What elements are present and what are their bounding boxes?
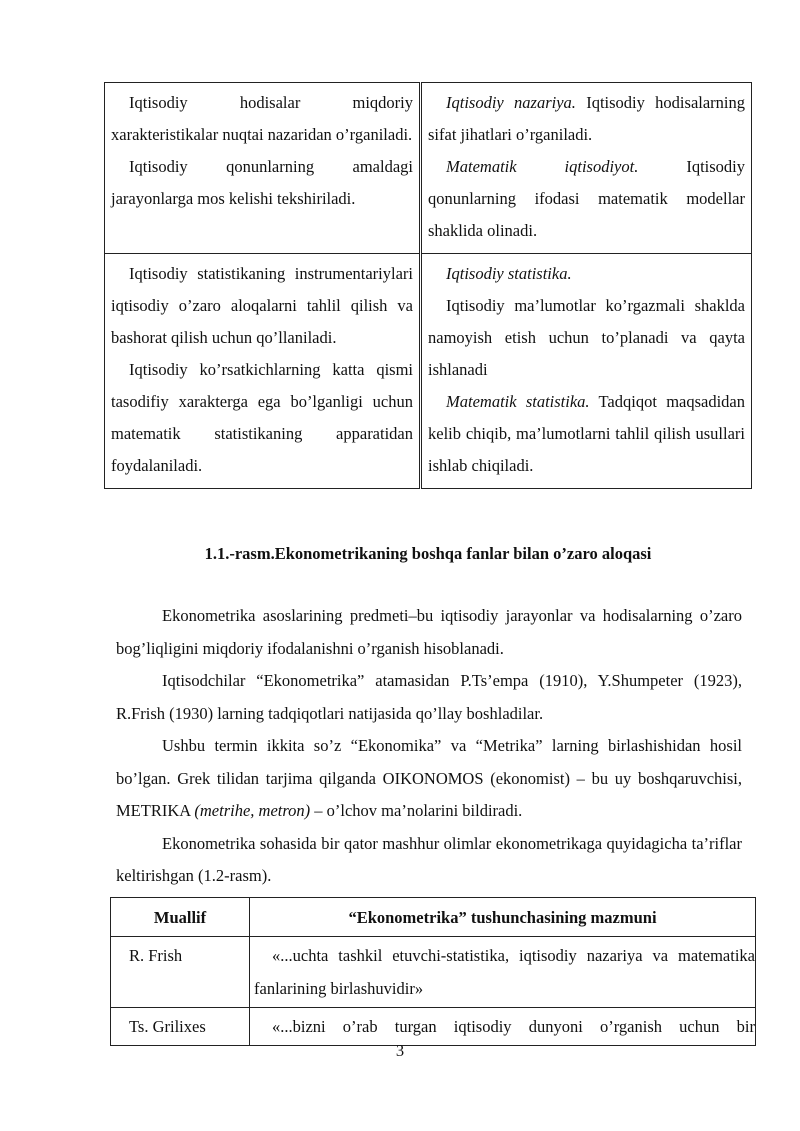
paragraph-text: – o’lchov ma’nolarini bildiradi. (310, 801, 523, 820)
table-row (105, 83, 752, 254)
column-header-author: Muallif (111, 898, 250, 937)
italic-term: Matematik iqtisodiyot. (446, 157, 639, 176)
table-cell (421, 254, 752, 489)
cell-paragraph (428, 87, 745, 151)
disciplines-relation-table (104, 82, 752, 489)
paragraph-text: Ushbu termin ikkita so’z “Ekonomika” va “Metrika” larning birlashishidan hosil bo’lgan. Grek tilidan tarjima qilganda OIKONOMOS (ekonomist) – bu uy boshqaruvchisi, METRIKA (116, 736, 742, 820)
table-row (111, 937, 756, 1008)
body-text (116, 600, 742, 893)
italic-term: Matematik statistika. (446, 392, 590, 411)
cell-paragraph (428, 258, 745, 290)
content-cell (250, 937, 756, 1008)
cell-paragraph (428, 386, 745, 482)
paragraph: Iqtisodchilar “Ekonometrika” atamasidan P.Ts’empa (1910), Y.Shumpeter (1923), R.Frish (1930) larning tadqiqotlari natijasida qo’llay boshladilar. (116, 671, 742, 723)
content-cell (250, 1008, 756, 1046)
italic-term: (metrihe, metron) (194, 801, 311, 820)
table-header-row (111, 898, 756, 937)
cell-paragraph: Iqtisodiy ko’rsatkichlarning katta qismi tasodifiy xarakterga ega bo’lganligi uchun matematik statistikaning apparatidan foydalaniladi. (111, 360, 413, 475)
table-row (105, 254, 752, 489)
paragraph: Ekonometrika asoslarining predmeti–bu iqtisodiy jarayonlar va hodisalarning o’zaro bog’liqligini miqdoriy ifodalanishni o’rganish hisoblanadi. (116, 606, 742, 658)
author-cell: Ts. Grilixes (111, 1008, 250, 1046)
paragraph: Ekonometrika sohasida bir qator mashhur olimlar ekonometrikaga quyidagicha ta’riflar keltirishgan (1.2-rasm). (116, 833, 742, 885)
cell-text: Iqtisodiy hodisalarning sifat jihatlari o’rganiladi. (428, 93, 745, 144)
cell-paragraph: Iqtisodiy hodisalar miqdoriy xarakteristikalar nuqtai nazaridan o’rganiladi. (111, 93, 413, 144)
table-cell (105, 254, 421, 489)
author-cell: R. Frish (111, 937, 250, 1008)
content-text: «...bizni o’rab turgan iqtisodiy dunyoni o’rganish uchun bir (272, 1017, 755, 1036)
cell-paragraph (428, 151, 745, 247)
column-header-content: “Ekonometrika” tushunchasining mazmuni (250, 898, 756, 937)
page-number: 3 (395, 1041, 405, 1060)
cell-text: Iqtisodiy qonunlarning ifodasi matematik modellar shaklida olinadi. (428, 157, 745, 240)
content-text: «...uchta tashkil etuvchi-statistika, iqtisodiy nazariya va matematika fanlarining birlashuvidir» (254, 946, 755, 998)
cell-paragraph: Iqtisodiy ma’lumotlar ko’rgazmali shaklda namoyish etish uchun to’planadi va qayta ishlanadi (428, 296, 745, 379)
definitions-table (110, 897, 756, 1046)
figure-caption: 1.1.-rasm.Ekonometrikaning boshqa fanlar bilan o’zaro aloqasi (204, 544, 652, 563)
italic-term: Iqtisodiy statistika. (446, 264, 572, 283)
italic-term: Iqtisodiy nazariya. (446, 93, 576, 112)
table-row (111, 1008, 756, 1046)
table-cell (105, 83, 421, 254)
paragraph (116, 730, 742, 828)
cell-paragraph: Iqtisodiy qonunlarning amaldagi jarayonlarga mos kelishi tekshiriladi. (111, 157, 413, 208)
cell-text: Tadqiqot maqsadidan kelib chiqib, ma’lumotlarni tahlil qilish usullari ishlab chiqiladi. (428, 392, 745, 475)
cell-paragraph: Iqtisodiy statistikaning instrumentariylari iqtisodiy o’zaro aloqalarni tahlil qilish va bashorat qilish uchun qo’llaniladi. (111, 264, 413, 347)
table-cell (421, 83, 752, 254)
